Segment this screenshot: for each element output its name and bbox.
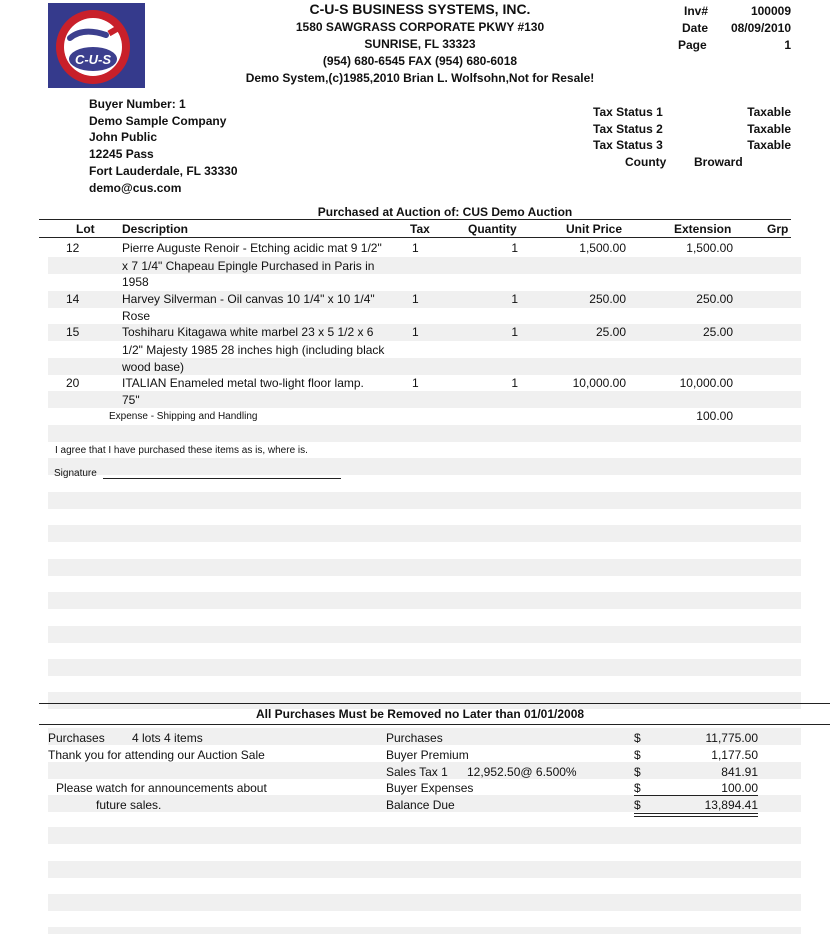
item-extension: 10,000.00 — [679, 376, 733, 390]
buyer-expenses-label: Buyer Expenses — [386, 781, 474, 795]
item-lot: 20 — [66, 376, 80, 390]
company-address-2: SUNRISE, FL 33323 — [364, 37, 476, 51]
auction-title: Purchased at Auction of: CUS Demo Auction — [317, 205, 573, 219]
row-stripe — [48, 391, 801, 408]
item-tax: 1 — [412, 241, 419, 255]
demo-notice: Demo System,(c)1985,2010 Brian L. Wolfsohn,Not for Resale! — [245, 71, 595, 85]
col-unit-price: Unit Price — [566, 222, 623, 236]
page-label: Page — [678, 38, 707, 52]
currency-symbol: $ — [634, 731, 641, 745]
col-extension: Extension — [674, 222, 732, 236]
buyer-city: Fort Lauderdale, FL 33330 — [89, 164, 238, 178]
row-stripe — [48, 626, 801, 643]
row-stripe — [48, 827, 801, 844]
expense-amount: 100.00 — [696, 409, 733, 423]
announcement-text-2: future sales. — [96, 798, 162, 812]
item-tax: 1 — [412, 292, 419, 306]
col-tax: Tax — [410, 222, 430, 236]
row-stripe — [48, 927, 801, 934]
tax-status-1-value: Taxable — [747, 105, 791, 119]
total-purchases-label: Purchases — [386, 731, 443, 745]
item-quantity: 1 — [511, 325, 518, 339]
page-number: 1 — [784, 38, 791, 52]
item-description-line: 1958 — [122, 275, 149, 289]
item-description-line: 1/2" Majesty 1985 28 inches high (including black — [122, 343, 385, 357]
row-stripe — [48, 492, 801, 509]
item-lot: 14 — [66, 292, 80, 306]
subtotal-rule — [634, 795, 758, 796]
item-extension: 1,500.00 — [686, 241, 733, 255]
total-purchases-amount: 11,775.00 — [705, 731, 758, 745]
balance-due-label: Balance Due — [386, 798, 455, 812]
item-extension: 250.00 — [696, 292, 733, 306]
header-bottom-rule — [39, 237, 791, 238]
announcement-text-1: Please watch for announcements about — [56, 781, 267, 795]
item-lot: 15 — [66, 325, 80, 339]
item-description-line: wood base) — [122, 360, 185, 374]
item-description-line: Pierre Auguste Renoir - Etching acidic mat 9 1/2" — [122, 241, 382, 255]
company-address-1: 1580 SAWGRASS CORPORATE PKWY #130 — [295, 20, 545, 34]
inv-label: Inv# — [684, 4, 709, 18]
buyer-premium-label: Buyer Premium — [386, 748, 469, 762]
row-stripe — [48, 425, 801, 442]
balance-due-amount: 13,894.41 — [704, 798, 758, 812]
buyer-number: Buyer Number: 1 — [89, 97, 186, 111]
total-rule-2 — [634, 816, 758, 817]
notice-bottom-rule — [39, 724, 830, 725]
item-unit-price: 1,500.00 — [579, 241, 626, 255]
sales-tax-amount: 841.91 — [721, 765, 758, 779]
notice-top-rule — [39, 703, 830, 704]
svg-text:C-U-S: C-U-S — [74, 52, 112, 67]
summary-purchases-count: 4 lots 4 items — [132, 731, 203, 745]
col-description: Description — [122, 222, 189, 236]
item-quantity: 1 — [511, 376, 518, 390]
tax-status-1-label: Tax Status 1 — [593, 105, 663, 119]
item-description-line: 75" — [122, 393, 140, 407]
buyer-company: Demo Sample Company — [89, 114, 227, 128]
item-unit-price: 250.00 — [589, 292, 626, 306]
removal-notice: All Purchases Must be Removed no Later than 01/01/2008 — [255, 707, 585, 721]
item-description-line: Toshiharu Kitagawa white marbel 23 x 5 1/2 x 6 — [122, 325, 374, 339]
item-description-line: x 7 1/4" Chapeau Epingle Purchased in Paris in — [122, 259, 375, 273]
row-stripe — [48, 559, 801, 576]
row-stripe — [48, 525, 801, 542]
row-stripe — [48, 861, 801, 878]
sales-tax-detail: 12,952.50@ 6.500% — [467, 765, 577, 779]
date-label: Date — [682, 21, 709, 35]
item-description-line: ITALIAN Enameled metal two-light floor lamp. — [122, 376, 364, 390]
tax-status-3-label: Tax Status 3 — [593, 138, 663, 152]
item-quantity: 1 — [511, 292, 518, 306]
county-label: County — [625, 155, 667, 169]
invoice-date: 08/09/2010 — [730, 21, 791, 35]
item-description-line: Rose — [122, 309, 151, 323]
buyer-premium-amount: 1,177.50 — [711, 748, 758, 762]
buyer-expenses-amount: 100.00 — [721, 781, 758, 795]
expense-label: Expense - Shipping and Handling — [109, 411, 258, 422]
col-grp: Grp — [767, 222, 789, 236]
currency-symbol: $ — [634, 765, 641, 779]
item-extension: 25.00 — [702, 325, 733, 339]
total-rule-1 — [634, 813, 758, 814]
row-stripe — [48, 659, 801, 676]
thank-you-text: Thank you for attending our Auction Sale — [48, 748, 265, 762]
row-stripe — [48, 592, 801, 609]
item-unit-price: 25.00 — [595, 325, 626, 339]
tax-status-2-label: Tax Status 2 — [593, 122, 663, 136]
currency-symbol: $ — [634, 781, 641, 795]
header-top-rule — [39, 219, 791, 220]
summary-purchases-label: Purchases — [48, 731, 105, 745]
signature-label: Signature — [54, 468, 97, 479]
company-logo — [48, 3, 145, 88]
item-lot: 12 — [66, 241, 80, 255]
signature-line — [103, 478, 341, 479]
col-quantity: Quantity — [468, 222, 517, 236]
buyer-name: John Public — [89, 130, 158, 144]
company-phone: (954) 680-6545 FAX (954) 680-6018 — [322, 54, 518, 68]
agreement-text: I agree that I have purchased these items as is, where is. — [55, 445, 308, 456]
row-stripe — [48, 894, 801, 911]
col-lot: Lot — [76, 222, 95, 236]
row-stripe — [48, 458, 801, 475]
county-value: Broward — [694, 155, 743, 169]
company-name: C-U-S BUSINESS SYSTEMS, INC. — [309, 1, 531, 17]
inv-number: 100009 — [750, 4, 791, 18]
item-tax: 1 — [412, 376, 419, 390]
buyer-email: demo@cus.com — [89, 181, 182, 195]
currency-symbol: $ — [634, 748, 641, 762]
sales-tax-label: Sales Tax 1 — [386, 765, 448, 779]
item-tax: 1 — [412, 325, 419, 339]
currency-symbol: $ — [634, 798, 641, 812]
item-description-line: Harvey Silverman - Oil canvas 10 1/4" x 10 1/4" — [122, 292, 375, 306]
tax-status-3-value: Taxable — [747, 138, 791, 152]
item-unit-price: 10,000.00 — [572, 376, 626, 390]
item-quantity: 1 — [511, 241, 518, 255]
tax-status-2-value: Taxable — [747, 122, 791, 136]
buyer-street: 12245 Pass — [89, 147, 154, 161]
